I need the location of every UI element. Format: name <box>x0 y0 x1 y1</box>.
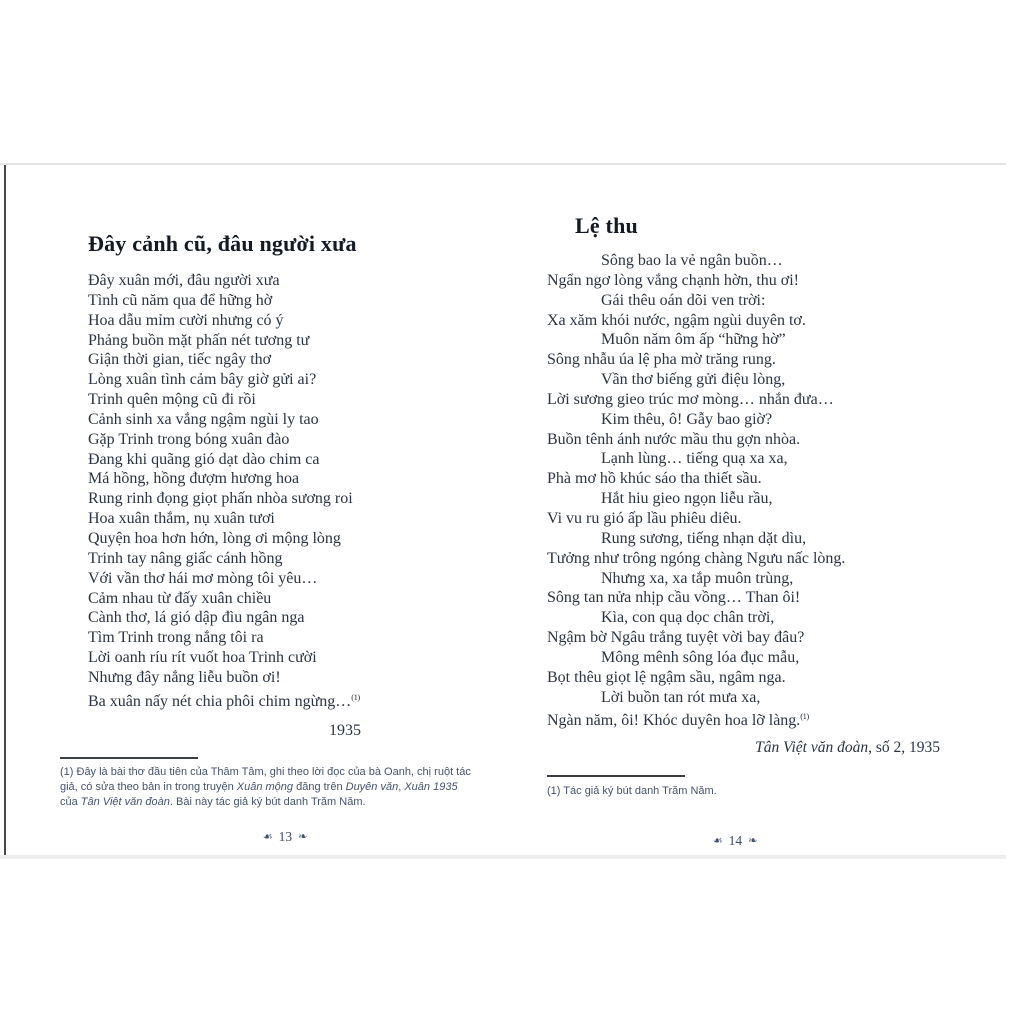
poem-line: Sông tan nửa nhịp cầu vồng… Than ôi! <box>547 589 801 607</box>
attribution-line <box>547 739 940 757</box>
poem-line: Muôn năm ôm ấp “hững hờ” <box>601 331 786 349</box>
poem-line: Hoa dẫu mỉm cười nhưng có ý <box>88 311 284 329</box>
footnote-italic-segment: Tân Việt văn đoàn <box>80 796 170 808</box>
footnote-segment: của <box>60 796 81 808</box>
poem-line: Đây xuân mới, đâu người xưa <box>88 272 280 289</box>
attribution-issue: , số 2, 1935 <box>868 739 940 756</box>
footnote-italic-segment: Xuân mộng <box>236 781 294 793</box>
poem-line: Mông mênh sông lóa đục mẫu, <box>601 648 800 666</box>
poem-line: Gặp Trinh trong bóng xuân đào <box>88 430 290 448</box>
poem-line: Kìa, con quạ dọc chân trời, <box>601 609 775 627</box>
poem-line: Hoa xuân thắm, nụ xuân tươi <box>88 510 275 528</box>
left-page <box>0 165 503 855</box>
book-spread-photo <box>0 163 1006 859</box>
poem-line: Giận thời gian, tiếc ngây thơ <box>88 351 272 369</box>
footnote-marker: (1) <box>800 711 809 722</box>
poem-line: Sông nhẫu úa lệ pha mờ trăng rung. <box>547 351 776 369</box>
poem-line: Vần thơ biếng gửi điệu lòng, <box>601 371 786 389</box>
poem-line: Ba xuân nấy nét chia phôi chim ngừng…$^{(1)}$ <box>88 691 360 710</box>
floral-ornament-left-icon: ☙ <box>262 830 273 843</box>
poem-line: Lời buồn tan rót mưa xa, <box>601 688 761 706</box>
floral-ornament-right-icon: ❧ <box>748 834 758 847</box>
poem-line: Rung rinh đọng giọt phấn nhòa sương roi <box>88 490 353 508</box>
poem-line: Rung sương, tiếng nhạn dặt dìu, <box>601 529 807 547</box>
poem-line: Ngẩn ngơ lòng vắng chạnh hờn, thu ơi! <box>547 271 800 289</box>
poem-line: Xa xăm khói nước, ngậm ngùi duyên tơ. <box>547 311 806 329</box>
poem-line: Phà mơ hồ khúc sáo tha thiết sầu. <box>547 470 762 488</box>
poem-title-right: Lệ thu <box>575 213 638 238</box>
right-page <box>503 165 1006 855</box>
poem-line: Cành thơ, lá gió dập đìu ngân nga <box>88 609 305 627</box>
poem-line: Lòng xuân tình cảm bây giờ gửi ai? <box>88 371 317 389</box>
footnote-rule-left <box>60 757 198 759</box>
poem-line: Ngàn năm, ôi! Khóc duyên hoa lỡ làng.$^{(1)}$ <box>547 711 809 730</box>
poem-line: Với vần thơ hái mơ mòng tôi yêu… <box>88 569 318 587</box>
footnote-marker: (1) <box>351 691 360 702</box>
footnote-right: (1) Tác giả ký bút danh Trăm Năm. <box>547 785 717 797</box>
footnote-segment: . Bài này tác giả ký bút danh Trăm Năm. <box>169 796 366 808</box>
poem-line: Kim thêu, ô! Gẫy bao giờ? <box>601 410 773 428</box>
poem-body-right <box>547 251 846 730</box>
footnote-segment: (1) Đây là bài thơ đầu tiên của Thâm Tâm, ghi theo lời đọc của bà Oanh, chị ruột tác giả, có sửa theo bản in trong truyện <box>60 766 471 793</box>
footnote-italic-segment: Xuân 1935 <box>404 781 458 793</box>
poem-line: Trinh quên mộng cũ đi rồi <box>88 391 256 409</box>
footnote-segment: đăng trên <box>293 781 346 793</box>
poem-line: Bọt thêu giọt lệ ngậm sầu, ngâm nga. <box>547 668 786 686</box>
footnote-segment: , <box>398 781 405 793</box>
poem-line: Cảm nhau từ đấy xuân chiều <box>88 589 272 607</box>
poem-line: Má hồng, hồng đượm hương hoa <box>88 470 300 488</box>
poem-line: Trinh tay nâng giấc cánh hồng <box>88 549 283 567</box>
poem-line: Lạnh lùng… tiếng quạ xa xa, <box>601 450 788 468</box>
poem-line: Lời sương gieo trúc mơ mòng… nhắn đưa… <box>547 390 834 408</box>
attribution-journal: Tân Việt văn đoàn <box>755 739 869 756</box>
poem-line: Tình cũ năm qua để hững hờ <box>88 291 273 309</box>
page-marker-right <box>675 833 795 849</box>
footnote-left <box>60 765 472 810</box>
poem-line: Hắt hiu gieo ngọn liễu rầu, <box>601 490 773 508</box>
poem-line: Lời oanh ríu rít vuốt hoa Trinh cười <box>88 649 317 667</box>
poem-title-left: Đây cảnh cũ, đâu người xưa <box>88 231 357 256</box>
poem-line: Tưởng như trông ngóng chàng Ngưu nấc lòng. <box>547 549 846 567</box>
poem-line: Gái thêu oán dõi ven trời: <box>601 291 766 309</box>
poem-line: Vi vu ru gió ấp lầu phiêu diêu. <box>547 509 742 527</box>
poem-line: Buồn tênh ánh nước mầu thu gợn nhòa. <box>547 430 801 448</box>
poem-body-left <box>88 271 360 708</box>
poem-line: Quyện hoa hơn hớn, lòng ơi mộng lòng <box>88 529 341 547</box>
poem-line: Đang khi quãng gió dạt dào chim ca <box>88 450 320 468</box>
poem-line: Phảng buồn mặt phấn nét tương tư <box>88 331 310 349</box>
poem-year: 1935 <box>329 722 361 739</box>
page-marker-left <box>225 829 345 845</box>
floral-ornament-right-icon: ❧ <box>298 830 308 843</box>
page-number: 14 <box>728 833 743 848</box>
poem-line: Nhưng xa, xa tắp muôn trùng, <box>601 569 794 587</box>
poem-line: Cảnh sinh xa vắng ngậm ngùi ly tao <box>88 410 319 428</box>
poem-line: Ngậm bờ Ngâu trắng tuyệt vời bay đâu? <box>547 629 805 647</box>
footnote-rule-right <box>547 775 685 777</box>
page-number: 13 <box>278 829 293 844</box>
poem-line: Tìm Trinh trong nắng tôi ra <box>88 629 264 647</box>
poem-line: Sông bao la vẻ ngân buồn… <box>601 252 783 269</box>
floral-ornament-left-icon: ☙ <box>712 834 723 847</box>
poem-line: Nhưng đây nắng liễu buồn ơi! <box>88 668 281 686</box>
footnote-italic-segment: Duyên văn <box>345 781 399 793</box>
